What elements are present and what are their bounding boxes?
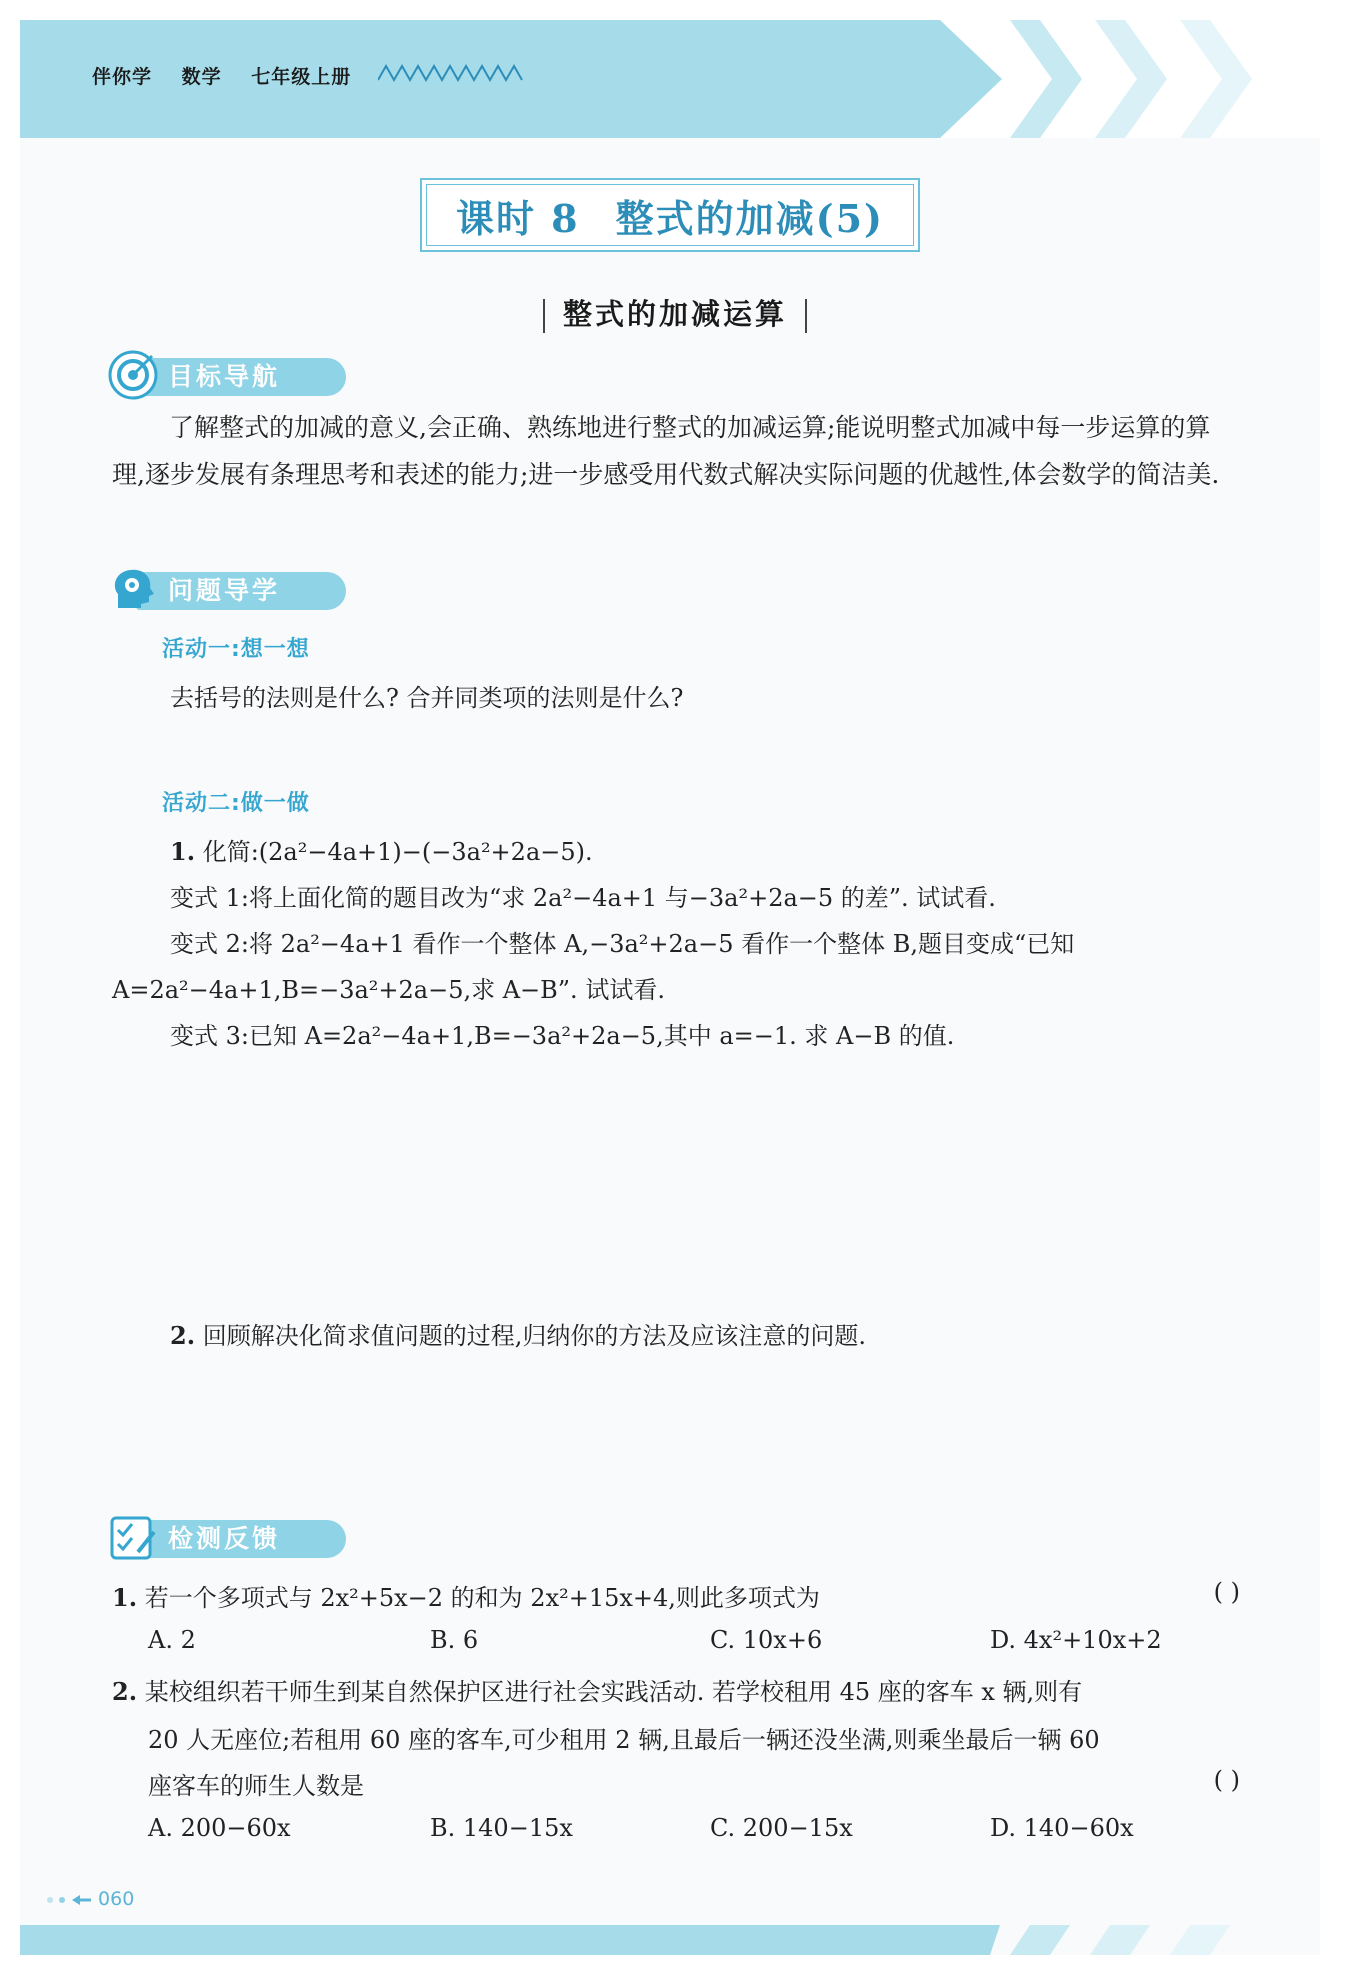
running-header <box>92 62 373 89</box>
chevron-right-icon <box>1095 20 1175 138</box>
option-a: A. 200−60x <box>148 1814 291 1842</box>
footer-band <box>20 1925 1320 1955</box>
variant-3: 变式 3:已知 A=2a²−4a+1,B=−3a²+2a−5,其中 a=−1. 求 A−B 的值. <box>170 1022 955 1050</box>
subtitle-text: 整式的加减运算 <box>562 297 787 331</box>
feedback-question-1 <box>112 1578 820 1613</box>
variant-2-line-2: A=2a²−4a+1,B=−3a²+2a−5,求 A−B”. 试试看. <box>112 976 665 1004</box>
banner-goals <box>108 350 346 398</box>
book-name: 伴你学 <box>92 66 153 88</box>
banner-feedback <box>108 1512 346 1560</box>
answer-blank: ( ) <box>1213 1766 1240 1794</box>
variant-1: 变式 1:将上面化简的题目改为“求 2a²−4a+1 与−3a²+2a−5 的差”. 试试看. <box>170 884 996 912</box>
target-icon <box>108 350 158 400</box>
chevron-right-icon <box>1010 20 1090 138</box>
lesson-title-box <box>420 178 920 252</box>
page-number <box>44 1888 134 1910</box>
question-text-line-3: 座客车的师生人数是 <box>148 1772 364 1800</box>
activity-2-title: 活动二:做一做 <box>162 791 310 816</box>
lesson-title <box>426 184 914 246</box>
answer-blank: ( ) <box>1213 1578 1240 1606</box>
goals-text: 了解整式的加减的意义,会正确、熟练地进行整式的加减运算;能说明整式加减中每一步运算的算理,逐步发展有条理思考和表述的能力;进一步感受用代数式解决实际问题的优越性,体会数学的简洁美. <box>112 413 1220 489</box>
option-b: B. 6 <box>430 1626 479 1654</box>
question-1 <box>170 832 593 867</box>
lesson-number: 课时 8 <box>455 195 580 241</box>
divider <box>805 299 807 333</box>
lesson-name: 整式的加减(5) <box>615 195 885 241</box>
option-b: B. 140−15x <box>430 1814 573 1842</box>
section-subtitle <box>0 292 1350 333</box>
footer-band-fill <box>20 1925 970 1955</box>
option-d: D. 140−60x <box>990 1814 1134 1842</box>
question-text: 化简:(2a²−4a+1)−(−3a²+2a−5). <box>202 838 593 866</box>
checklist-icon <box>108 1512 158 1562</box>
question-number: 1. <box>170 837 196 866</box>
banner-label: 检测反馈 <box>168 1524 281 1553</box>
option-a: A. 2 <box>148 1626 196 1654</box>
question-2 <box>170 1316 866 1351</box>
question-number: 1. <box>112 1583 138 1612</box>
header-band-arrow <box>940 20 1002 138</box>
question-text: 若一个多项式与 2x²+5x−2 的和为 2x²+15x+4,则此多项式为 <box>144 1584 820 1612</box>
head-gear-icon <box>108 564 158 614</box>
question-text-line-2: 20 人无座位;若租用 60 座的客车,可少租用 2 辆,且最后一辆还没坐满,则乘坐最后一辆 60 <box>148 1726 1100 1754</box>
question-number: 2. <box>170 1321 196 1350</box>
chevron-right-icon <box>1180 20 1260 138</box>
option-c: C. 200−15x <box>710 1814 853 1842</box>
arrow-left-icon <box>44 1894 92 1906</box>
divider <box>543 299 545 333</box>
question-text-line-1: 某校组织若干师生到某自然保护区进行社会实践活动. 若学校租用 45 座的客车 x 辆,则有 <box>144 1678 1083 1706</box>
activity-1-question: 去括号的法则是什么? 合并同类项的法则是什么? <box>170 684 684 712</box>
question-text: 回顾解决化简求值问题的过程,归纳你的方法及应该注意的问题. <box>202 1322 866 1350</box>
banner-label: 问题导学 <box>168 576 281 605</box>
option-c: C. 10x+6 <box>710 1626 823 1654</box>
banner-label: 目标导航 <box>168 362 281 391</box>
activity-1-title: 活动一:想一想 <box>162 637 310 662</box>
subject-name: 数学 <box>181 66 222 88</box>
page-number-text: 060 <box>98 1888 135 1910</box>
variant-2-line-1: 变式 2:将 2a²−4a+1 看作一个整体 A,−3a²+2a−5 看作一个整体 B,题目变成“已知 <box>170 930 1075 958</box>
footer-chevrons-icon <box>970 1925 1320 1955</box>
banner-guide <box>108 564 346 612</box>
option-d: D. 4x²+10x+2 <box>990 1626 1162 1654</box>
grade-name: 七年级上册 <box>251 66 352 88</box>
zigzag-ornament-icon <box>378 64 526 82</box>
question-number: 2. <box>112 1677 138 1706</box>
feedback-question-2 <box>112 1672 1082 1707</box>
